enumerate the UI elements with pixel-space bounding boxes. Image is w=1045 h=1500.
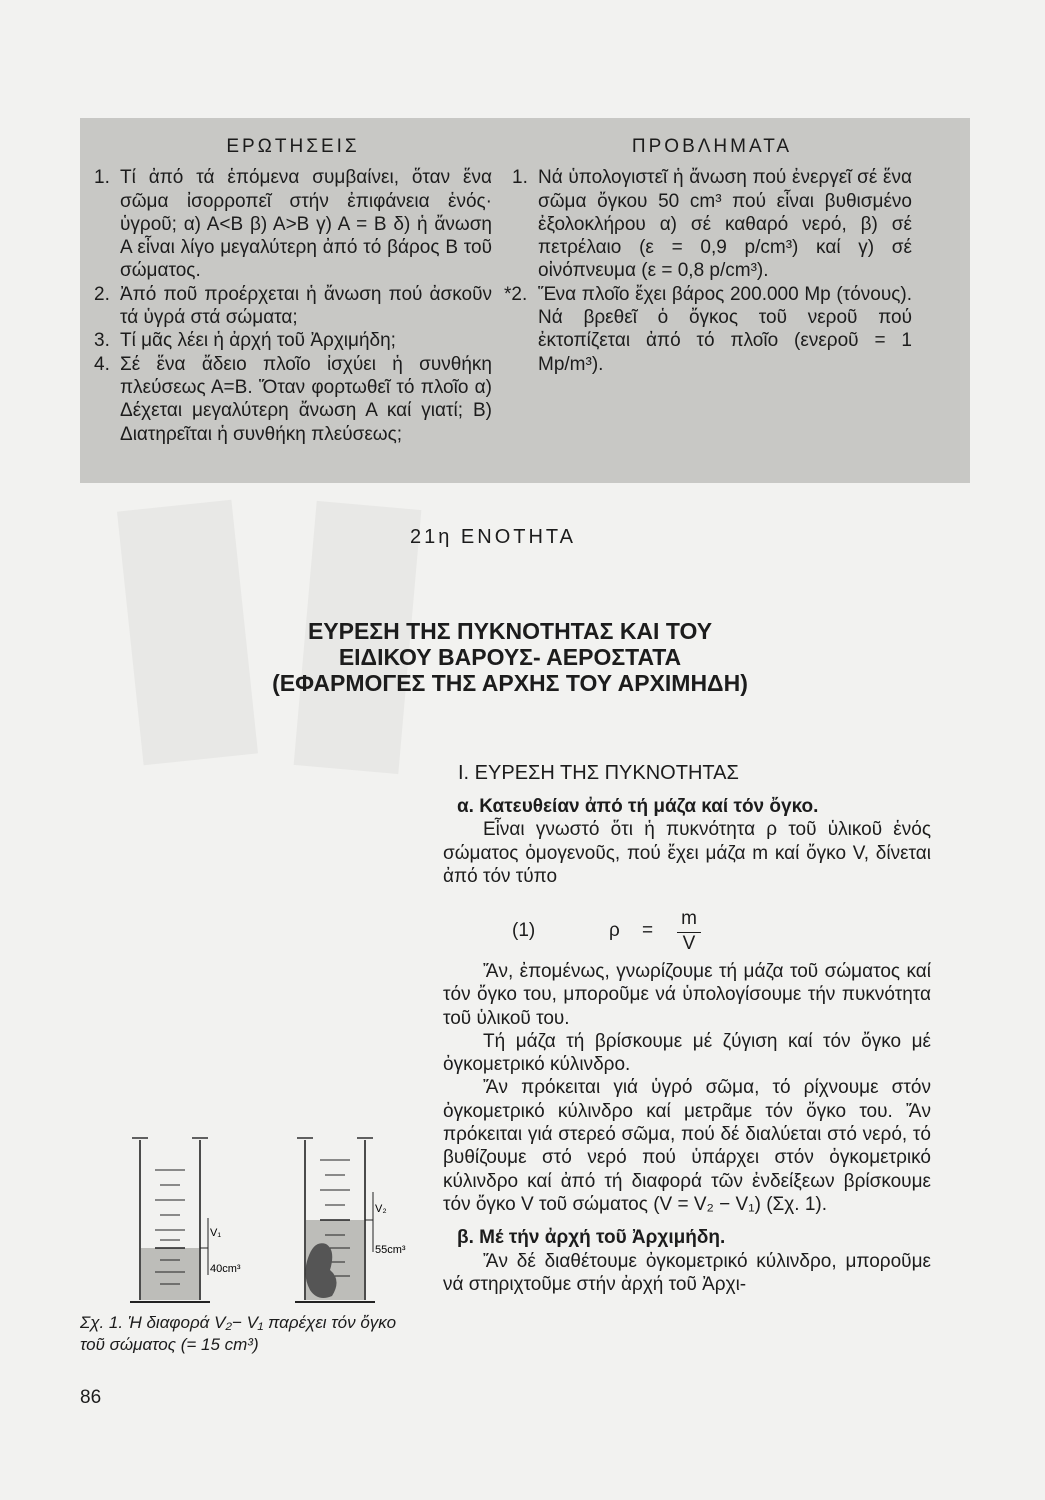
paragraph: Ἄν πρόκειται γιά ὑγρό σῶμα, τό ρίχνουμε στόν ὀγκομετρικό κύλινδρο καί μετρᾶμε τόν ὄγκο του. Ἄν πρόκειται γιά στερεό σῶμα, πού δέ διαλύεται στό νερό, τό βυθίζουμε στό νερό πού ὑπάρχει στόν ὀγκομετρικό κύλινδρο καί ἀπό τή διαφορά τῶν ἐνδείξεων βρίσκουμε τόν ὄγκο V τοῦ σώματος (V = V₂ − V₁) (Σχ. 1). <box>443 1077 931 1215</box>
subheading-a: α. Κατευθείαν ἀπό τή μάζα καί τόν ὄγκο. <box>457 796 819 817</box>
svg-text:55cm³: 55cm³ <box>375 1244 406 1256</box>
section-a-continued <box>443 960 931 1296</box>
figure-caption: Σχ. 1. Ἡ διαφορά V₂− V₁ παρέχει τόν ὄγκο τοῦ σώματος (= 15 cm³) <box>80 1313 397 1354</box>
questions-heading: ΕΡΩΤΗΣΕΙΣ <box>226 136 360 157</box>
svg-text:V₁: V₁ <box>210 1227 222 1239</box>
chapter-title: ΕΥΡΕΣΗ ΤΗΣ ΠΥΚΝΟΤΗΤΑΣ ΚΑΙ ΤΟΥ ΕΙΔΙΚΟΥ ΒΑΡΟΥΣ- ΑΕΡΟΣΤΑΤΑ (ΕΦΑΡΜΟΓΕΣ ΤΗΣ ΑΡΧΗΣ ΤΟΥ ΑΡΧΙΜΗΔΗ) <box>272 618 748 696</box>
cylinder-left <box>130 1138 241 1302</box>
question-item: 4. Σέ ἕνα ἄδειο πλοῖο ἰσχύει ἡ συνθήκη πλεύσεως Α=Β. Ὅταν φορτωθεῖ τό πλοῖο α) Δέχεται μεγαλύτερη ἄνωση Α καί γιατί; Β) Διατηρεῖται ἡ συνθήκη πλεύσεως; <box>94 353 492 445</box>
paragraph: Ἄν δέ διαθέτουμε ὀγκομετρικό κύλινδρο, μποροῦμε νά στηριχτοῦμε στήν ἀρχή τοῦ Ἀρχι- <box>443 1250 931 1295</box>
svg-text:40cm³: 40cm³ <box>210 1263 241 1275</box>
question-item: 1. Τί ἀπό τά ἑπόμενα συμβαίνει, ὅταν ἕνα σῶμα ἰσορροπεῖ στήν ἐπιφάνεια ἑνός· ὑγροῦ; α) Α<Β β) Α>Β γ) Α = Β δ) ἡ ἄνωση Α εἶναι λίγο μεγαλύτερη ἀπό τό βάρος Β τοῦ σώματος. <box>94 167 492 282</box>
page-number: 86 <box>80 1387 102 1408</box>
problems-heading: ΠΡΟΒΛΗΜΑΤΑ <box>631 136 793 157</box>
problem-item: *2. Ἕνα πλοῖο ἔχει βάρος 200.000 Mp (τόνους). Νά βρεθεῖ ὁ ὄγκος τοῦ νεροῦ πού ἐκτοπίζεται ἀπό τό πλοῖο (ενεροῦ = 1 Mp/m³). <box>504 283 912 375</box>
section-title: Ι. ΕΥΡΕΣΗ ΤΗΣ ΠΥΚΝΟΤΗΤΑΣ <box>458 762 739 784</box>
unit-label: 21η ΕΝΟΤΗΤΑ <box>410 526 576 548</box>
paragraph: Τή μάζα τή βρίσκουμε μέ ζύγιση καί τόν ὄγκο μέ ὀγκομετρικό κύλινδρο. <box>443 1030 931 1076</box>
density-equation: (1) ρ = m V <box>512 908 712 958</box>
problem-item: 1. Νά ὑπολογιστεῖ ἡ ἄνωση πού ἐνεργεῖ σέ ἕνα σῶμα ὄγκου 50 cm³ πού εἶναι βυθισμένο ἐξολοκλήρου α) σέ καθαρό νερό, β) σέ πετρέλαιο (ε = 0,9 p/cm³) καί γ) σέ οἰνόπνευμα (ε = 0,8 p/cm³). <box>512 167 912 282</box>
paragraph: Εἶναι γνωστό ὅτι ἡ πυκνότητα ρ τοῦ ὑλικοῦ ἑνός σώματος ὁμογενοῦς, πού ἔχει μάζα m καί ὄγκο V, δίνεται ἀπό τόν τύπο <box>443 819 931 887</box>
svg-text:V₂: V₂ <box>375 1203 387 1215</box>
question-item: 3. Τί μᾶς λέει ἡ ἀρχή τοῦ Ἀρχιμήδη; <box>94 330 396 352</box>
bleed-through-image <box>117 500 258 766</box>
questions-column <box>94 135 492 446</box>
question-item: 2. Ἀπό ποῦ προέρχεται ἡ ἄνωση πού ἀσκοῦν τά ὑγρά στά σώματα; <box>94 283 492 329</box>
fraction: m V <box>677 908 701 957</box>
section-a <box>443 795 931 888</box>
figure-graduated-cylinders <box>110 1130 450 1310</box>
paragraph: Ἄν, ἐπομένως, γνωρίζουμε τή μάζα τοῦ σώματος καί τόν ὄγκο του, μποροῦμε νά ὑπολογίσουμε τήν πυκνότητα τοῦ ὑλικοῦ του. <box>443 961 931 1029</box>
cylinder-right <box>295 1138 406 1302</box>
problems-column <box>504 135 912 376</box>
subheading-b: β. Μέ τήν ἀρχή τοῦ Ἀρχιμήδη. <box>457 1227 726 1249</box>
